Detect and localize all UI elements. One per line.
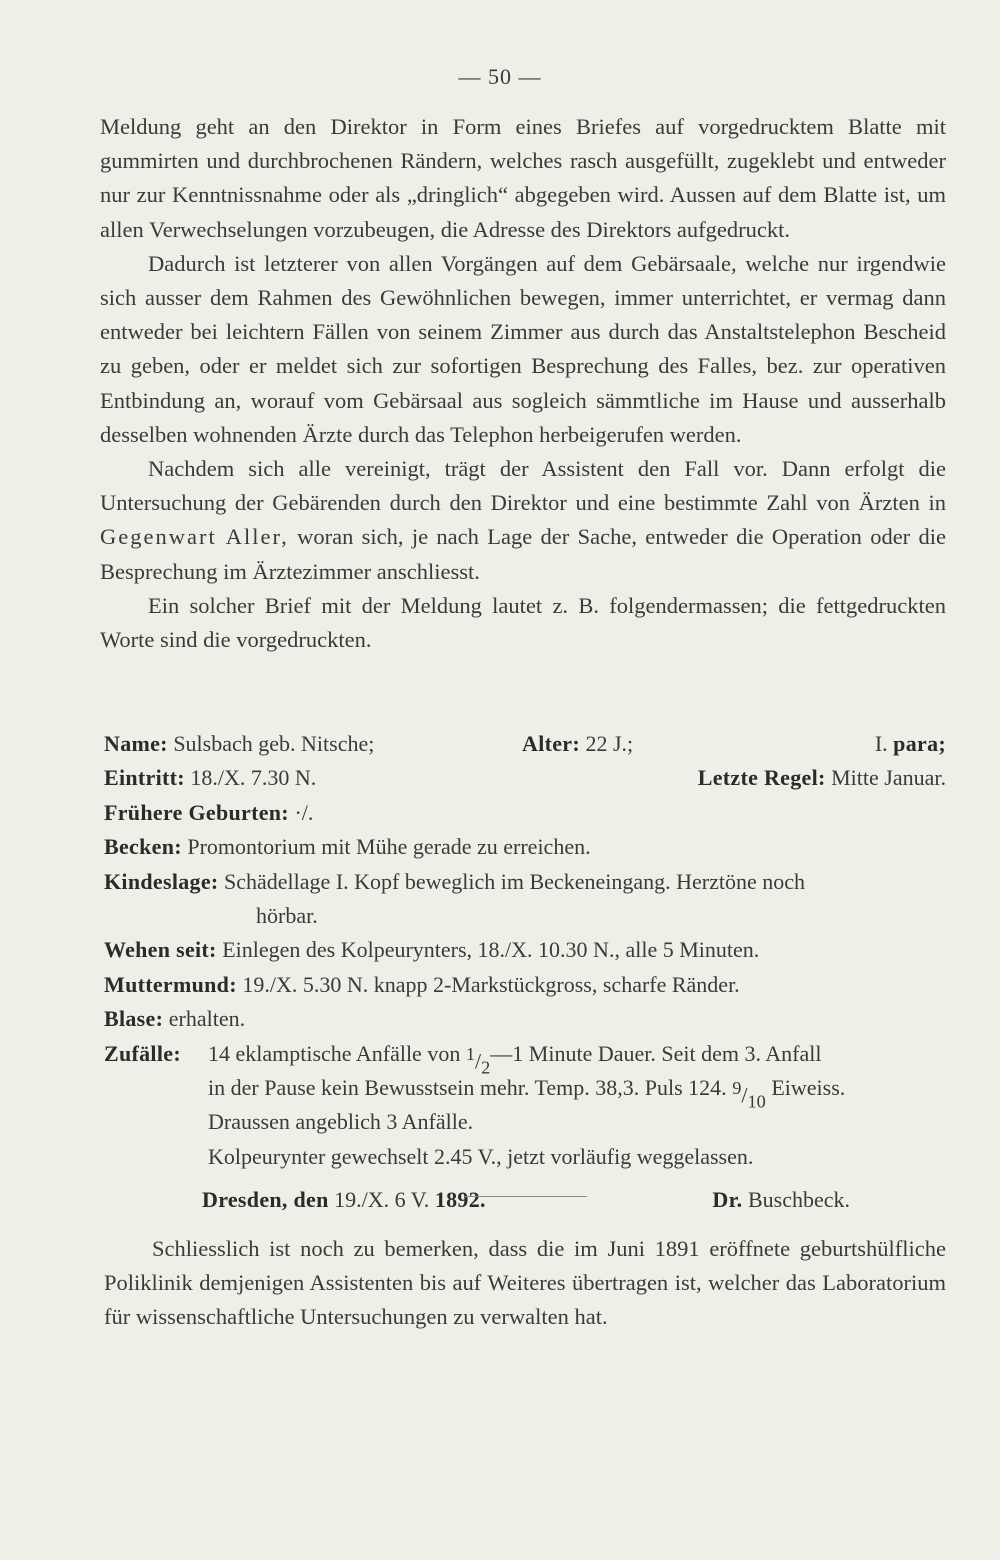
kindeslage-label: Kindeslage:: [104, 868, 219, 894]
intro-text: [100, 110, 946, 657]
muttermund-value: 19./X. 5.30 N. knapp 2-Markstückgross, scharfe Ränder.: [242, 971, 740, 997]
half-denominator: 2: [481, 1057, 491, 1078]
kindeslage-row: [104, 865, 946, 899]
wehen-value: Einlegen des Kolpeurynters, 18./X. 10.30 N., alle 5 Minuten.: [222, 937, 760, 963]
kindeslage-value: Schädellage I. Kopf beweglich im Beckeneingang. Herztöne noch: [224, 868, 805, 894]
zufaelle-text-4: Kolpeurynter gewechselt 2.45 V., jetzt vorläufig weggelassen.: [208, 1143, 754, 1169]
paragraph-1: Meldung geht an den Direktor in Form eines Briefes auf vorgedrucktem Blatte mit gummirten und durchbrochenen Rändern, welches rasch ausgefüllt, zugeklebt und entweder nur zur Kenntnissnahme oder als „dringlich“ abgegeben wird. Aussen auf dem Blatte ist, um allen Verwechselungen vorzubeugen, die Adresse des Direktors aufgedruckt.: [100, 114, 946, 242]
fraction-numerator: 9: [732, 1077, 742, 1098]
zufaelle-text-2a: in der Pause kein Bewusstsein mehr. Temp. 38,3. Puls 124.: [208, 1074, 727, 1100]
zufaelle-text-2b: Eiweiss.: [771, 1074, 846, 1100]
closing-text: [104, 1232, 946, 1334]
wehen-label: Wehen seit:: [104, 937, 217, 963]
wehen-row: [104, 933, 946, 967]
zufaelle-line-1: [208, 1037, 946, 1078]
name-row: [104, 727, 946, 761]
doctor-name: Buschbeck.: [747, 1187, 850, 1213]
geburten-row: [104, 796, 946, 830]
zufaelle-label: Zufälle:: [104, 1040, 181, 1066]
paragraph-3-text-a: Nachdem sich alle vereinigt, trägt der Assistent den Fall vor. Dann erfolgt die Untersuchung der Gebärenden durch den Direktor und eine bestimmte Zahl von Ärzten in: [100, 456, 946, 516]
zufaelle-body: [208, 1037, 946, 1175]
blase-value: erhalten.: [168, 1006, 246, 1032]
paragraph-2: Dadurch ist letzterer von allen Vorgängen auf dem Gebärsaale, welche nur irgendwie sich ausser dem Rahmen des Gewöhnlichen bewegen, immer unterrichtet, er vermag dann entweder bei leichtern Fällen von seinem Zimmer aus durch das Anstaltstelephon Bescheid zu geben, oder er meldet sich zur sofortigen Besprechung des Falles, bez. zur operativen Entbindung an, worauf vom Gebärsaal aus sogleich sämmtliche im Hause und ausserhalb desselben wohnenden Ärzte durch das Telephon herbeigerufen werden.: [100, 250, 946, 447]
page-number: — 50 —: [458, 64, 542, 89]
eintritt-value: 18./X. 7.30 N.: [190, 765, 317, 791]
alter-label: Alter:: [522, 731, 580, 756]
alter-value: 22 J.;: [585, 731, 634, 756]
doctor-label: Dr.: [712, 1187, 743, 1213]
becken-value: Promontorium mit Mühe gerade zu erreichen.: [187, 834, 591, 860]
geburten-value: ·/.: [294, 799, 314, 825]
section-divider: [465, 1196, 587, 1197]
place-label: Dresden, den: [202, 1187, 329, 1213]
closing-paragraph: Schliesslich ist noch zu bemerken, dass die im Juni 1891 eröffnete geburtshülfliche Poliklinik demjenigen Assistenten bis auf Weiteres übertragen ist, welcher das Laboratorium für wissenschaftliche Untersuchungen zu verwalten hat.: [104, 1236, 946, 1329]
paragraph-3: [100, 452, 946, 589]
name-value: Sulsbach geb. Nitsche;: [173, 731, 375, 756]
zufaelle-text-3: Draussen angeblich 3 Anfälle.: [208, 1109, 474, 1135]
zufaelle-block: [104, 1037, 946, 1175]
date-value: 19./X. 6 V.: [334, 1187, 430, 1213]
becken-row: [104, 830, 946, 864]
kindeslage-continuation: [104, 899, 946, 933]
fraction-denominator: 10: [747, 1091, 766, 1112]
half-fraction: $^1/_2$: [465, 1043, 491, 1078]
name-label: Name:: [104, 731, 168, 756]
blase-label: Blase:: [104, 1006, 164, 1032]
eintritt-row: [104, 761, 946, 795]
zufaelle-line-4: [208, 1140, 946, 1174]
muttermund-label: Muttermund:: [104, 971, 237, 997]
half-numerator: 1: [465, 1043, 475, 1064]
year-label: 1892.: [434, 1187, 486, 1213]
geburten-label: Frühere Geburten:: [104, 799, 289, 825]
blase-row: [104, 1002, 946, 1036]
becken-label: Becken:: [104, 834, 182, 860]
paragraph-4: Ein solcher Brief mit der Meldung lautet z. B. folgendermassen; die fettgedruckten Worte sind die vorgedruckten.: [100, 592, 946, 653]
para-prefix: I.: [874, 731, 888, 756]
zufaelle-text-1a: 14 eklamptische Anfälle von: [208, 1040, 461, 1066]
zufaelle-text-1b: —1 Minute Dauer. Seit dem 3. Anfall: [490, 1040, 822, 1066]
eintritt-label: Eintritt:: [104, 765, 185, 791]
muttermund-row: [104, 968, 946, 1002]
letter-signature-row: [104, 1183, 946, 1217]
paragraph-3-spaced-text: Gegenwart Aller,: [100, 524, 289, 550]
zufaelle-line-3: [208, 1105, 946, 1139]
regel-label: Letzte Regel:: [697, 765, 826, 791]
paragraph-3-text-b: woran sich, je nach Lage der Sache, entweder die Operation oder die Besprechung im Ärztezimmer anschliesst.: [100, 524, 946, 584]
kindeslage-value-2: hörbar.: [256, 902, 318, 928]
report-letter: [104, 727, 946, 1217]
zufaelle-line-2: [208, 1071, 946, 1112]
para-label: para;: [893, 731, 946, 756]
regel-value: Mitte Januar.: [831, 765, 946, 791]
eiweiss-fraction: $^9/_{10}$: [732, 1077, 766, 1112]
